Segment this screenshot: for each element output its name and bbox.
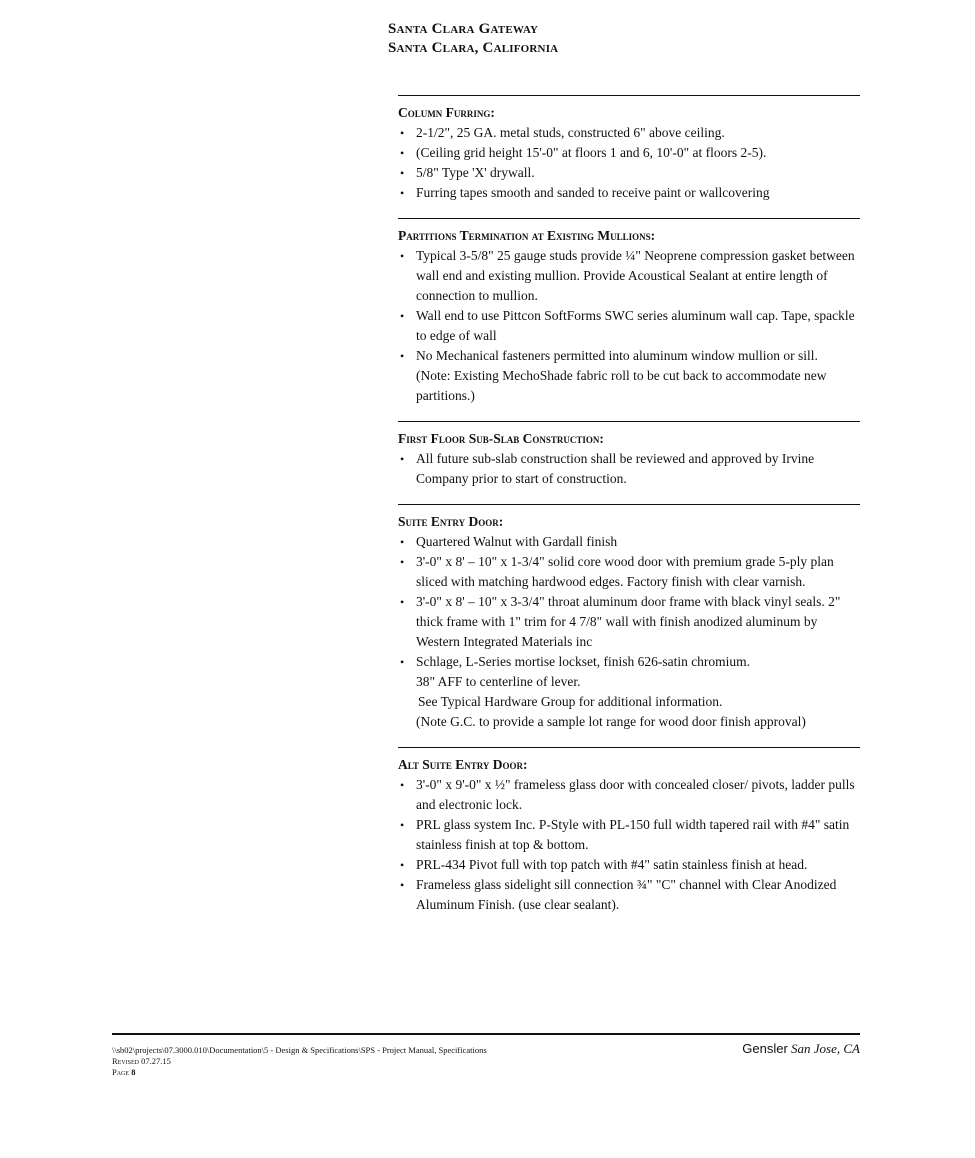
section-first-floor-sub-slab bbox=[398, 421, 860, 489]
section-note: (Note G.C. to provide a sample lot range for wood door finish approval) bbox=[416, 714, 806, 729]
revision-date: Revised 07.27.15 bbox=[112, 1056, 171, 1066]
section-title: Suite Entry Door: bbox=[398, 514, 504, 529]
list-item: • 2-1/2", 25 GA. metal studs, constructed 6" above ceiling. bbox=[398, 123, 860, 143]
list-item: • No Mechanical fasteners permitted into aluminum window mullion or sill. bbox=[398, 346, 860, 366]
page-label: Page bbox=[112, 1067, 130, 1077]
list-item: • (Ceiling grid height 15'-0" at floors 1 and 6, 10'-0" at floors 2-5). bbox=[398, 143, 860, 163]
list-item: • Typical 3-5/8" 25 gauge studs provide ¼" Neoprene compression gasket between wall end and existing mullion. Provide Acoustical Sealant at entire length of connection to mullion. bbox=[398, 246, 860, 306]
footer-meta bbox=[112, 1045, 487, 1078]
list-item: • PRL-434 Pivot full with top patch with #4" satin stainless finish at head. bbox=[398, 855, 860, 875]
document-header bbox=[388, 20, 688, 58]
office-location: San Jose, CA bbox=[791, 1041, 860, 1056]
list-item: • Frameless glass sidelight sill connection ¾" "C" channel with Clear Anodized Aluminum Finish. (use clear sealant). bbox=[398, 875, 860, 915]
bullet-list bbox=[398, 246, 860, 366]
list-item: • 3'-0" x 9'-0" x ½" frameless glass door with concealed closer/ pivots, ladder pulls and electronic lock. bbox=[398, 775, 860, 815]
project-location: Santa Clara, California bbox=[388, 40, 559, 56]
list-item: • PRL glass system Inc. P-Style with PL-150 full width tapered rail with #4" satin stainless finish at top & bottom. bbox=[398, 815, 860, 855]
list-item: • 5/8" Type 'X' drywall. bbox=[398, 163, 860, 183]
section-alt-suite-entry-door bbox=[398, 747, 860, 915]
project-title: Santa Clara Gateway bbox=[388, 21, 539, 37]
section-column-furring bbox=[398, 95, 860, 203]
footer-brand bbox=[742, 1041, 860, 1057]
list-item: • Furring tapes smooth and sanded to receive paint or wallcovering bbox=[398, 183, 860, 203]
list-item: • Wall end to use Pittcon SoftForms SWC series aluminum wall cap. Tape, spackle to edge of wall bbox=[398, 306, 860, 346]
list-item: • 3'-0" x 8' – 10" x 3-3/4" throat aluminum door frame with black vinyl seals. 2" thick frame with 1" trim for 4 7/8" wall with finish anodized aluminum by Western Integrated Materials inc bbox=[398, 592, 860, 652]
bullet-list bbox=[398, 123, 860, 203]
bullet-list bbox=[398, 532, 860, 672]
bullet-list bbox=[398, 775, 860, 915]
company-logo: Gensler bbox=[742, 1041, 788, 1056]
document-footer bbox=[112, 1033, 860, 1077]
list-item: • 3'-0" x 8' – 10" x 1-3/4" solid core wood door with premium grade 5-ply plan sliced with matching hardwood edges. Factory finish with clear varnish. bbox=[398, 552, 860, 592]
file-path: \\sb02\projects\07.3000.010\Documentation\5 - Design & Specifications\SPS - Project Manual, Specifications bbox=[112, 1045, 487, 1055]
list-item: • All future sub-slab construction shall be reviewed and approved by Irvine Company prior to start of construction. bbox=[398, 449, 860, 489]
list-item: • Quartered Walnut with Gardall finish bbox=[398, 532, 860, 552]
section-title: Column Furring: bbox=[398, 105, 495, 120]
section-suite-entry-door bbox=[398, 504, 860, 732]
section-title: Alt Suite Entry Door: bbox=[398, 757, 528, 772]
section-note: 38" AFF to centerline of lever. bbox=[416, 674, 581, 689]
list-item: • Schlage, L-Series mortise lockset, finish 626-satin chromium. bbox=[398, 652, 860, 672]
section-title: Partitions Termination at Existing Mullions: bbox=[398, 228, 656, 243]
section-note: (Note: Existing MechoShade fabric roll to be cut back to accommodate new partitions.) bbox=[416, 368, 827, 403]
section-partitions-termination bbox=[398, 218, 860, 406]
section-title: First Floor Sub-Slab Construction: bbox=[398, 431, 604, 446]
section-note: See Typical Hardware Group for additional information. bbox=[418, 694, 723, 709]
page-number bbox=[112, 1067, 487, 1078]
spec-content bbox=[398, 95, 860, 930]
bullet-list bbox=[398, 449, 860, 489]
page-number-value: 8 bbox=[131, 1067, 136, 1077]
